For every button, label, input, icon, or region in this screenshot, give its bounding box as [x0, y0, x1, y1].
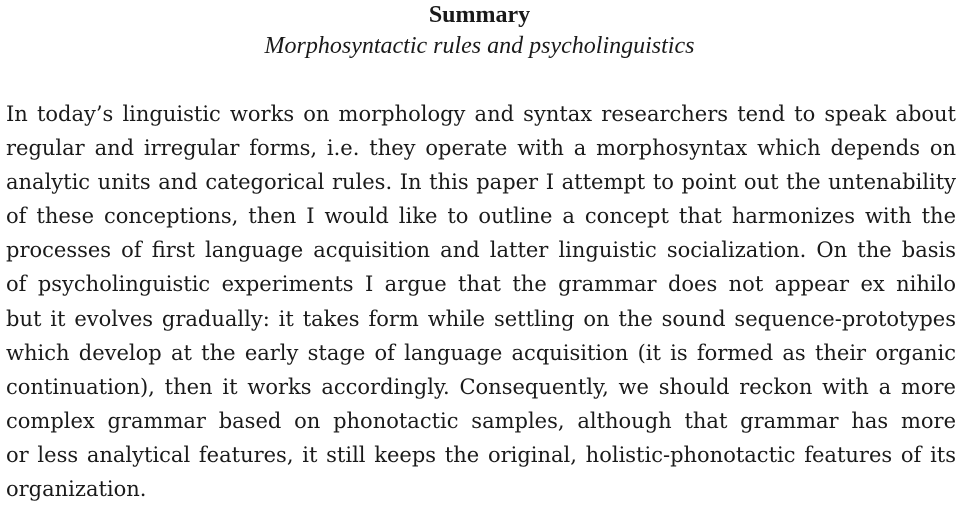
paragraph-line-7: but it evolves gradually: it takes form while settling on the sound sequence-prototypes [6, 306, 956, 331]
paragraph-line-11: or less analytical features, it still keeps the original, holistic-phonotactic features of its [6, 442, 956, 467]
paragraph-line-3: analytic units and categorical rules. In this paper I attempt to point out the untenability [6, 170, 956, 195]
abstract-paragraph [6, 97, 956, 506]
paragraph-line-6: of psycholinguistic experiments I argue that the grammar does not appear ex nihilo [6, 272, 956, 297]
summary-title: Summary [428, 2, 531, 28]
paragraph-line-12: organization. [6, 477, 147, 502]
paragraph-line-10: complex grammar based on phonotactic samples, although that grammar has more [6, 408, 956, 433]
paragraph-line-8: which develop at the early stage of language acquisition (it is formed as their organic [6, 340, 956, 365]
paragraph-line-5: processes of first language acquisition and latter linguistic socialization. On the basis [6, 238, 956, 263]
paragraph-line-1: In today’s linguistic works on morphology and syntax researchers tend to speak about [6, 102, 956, 126]
paragraph-line-2: regular and irregular forms, i.e. they operate with a morphosyntax which depends on [6, 136, 956, 161]
paragraph-line-4: of these conceptions, then I would like to outline a concept that harmonizes with the [6, 204, 956, 229]
summary-subtitle: Morphosyntactic rules and psycholinguistics [264, 33, 695, 59]
paragraph-line-9: continuation), then it works accordingly. Consequently, we should reckon with a more [6, 374, 956, 399]
